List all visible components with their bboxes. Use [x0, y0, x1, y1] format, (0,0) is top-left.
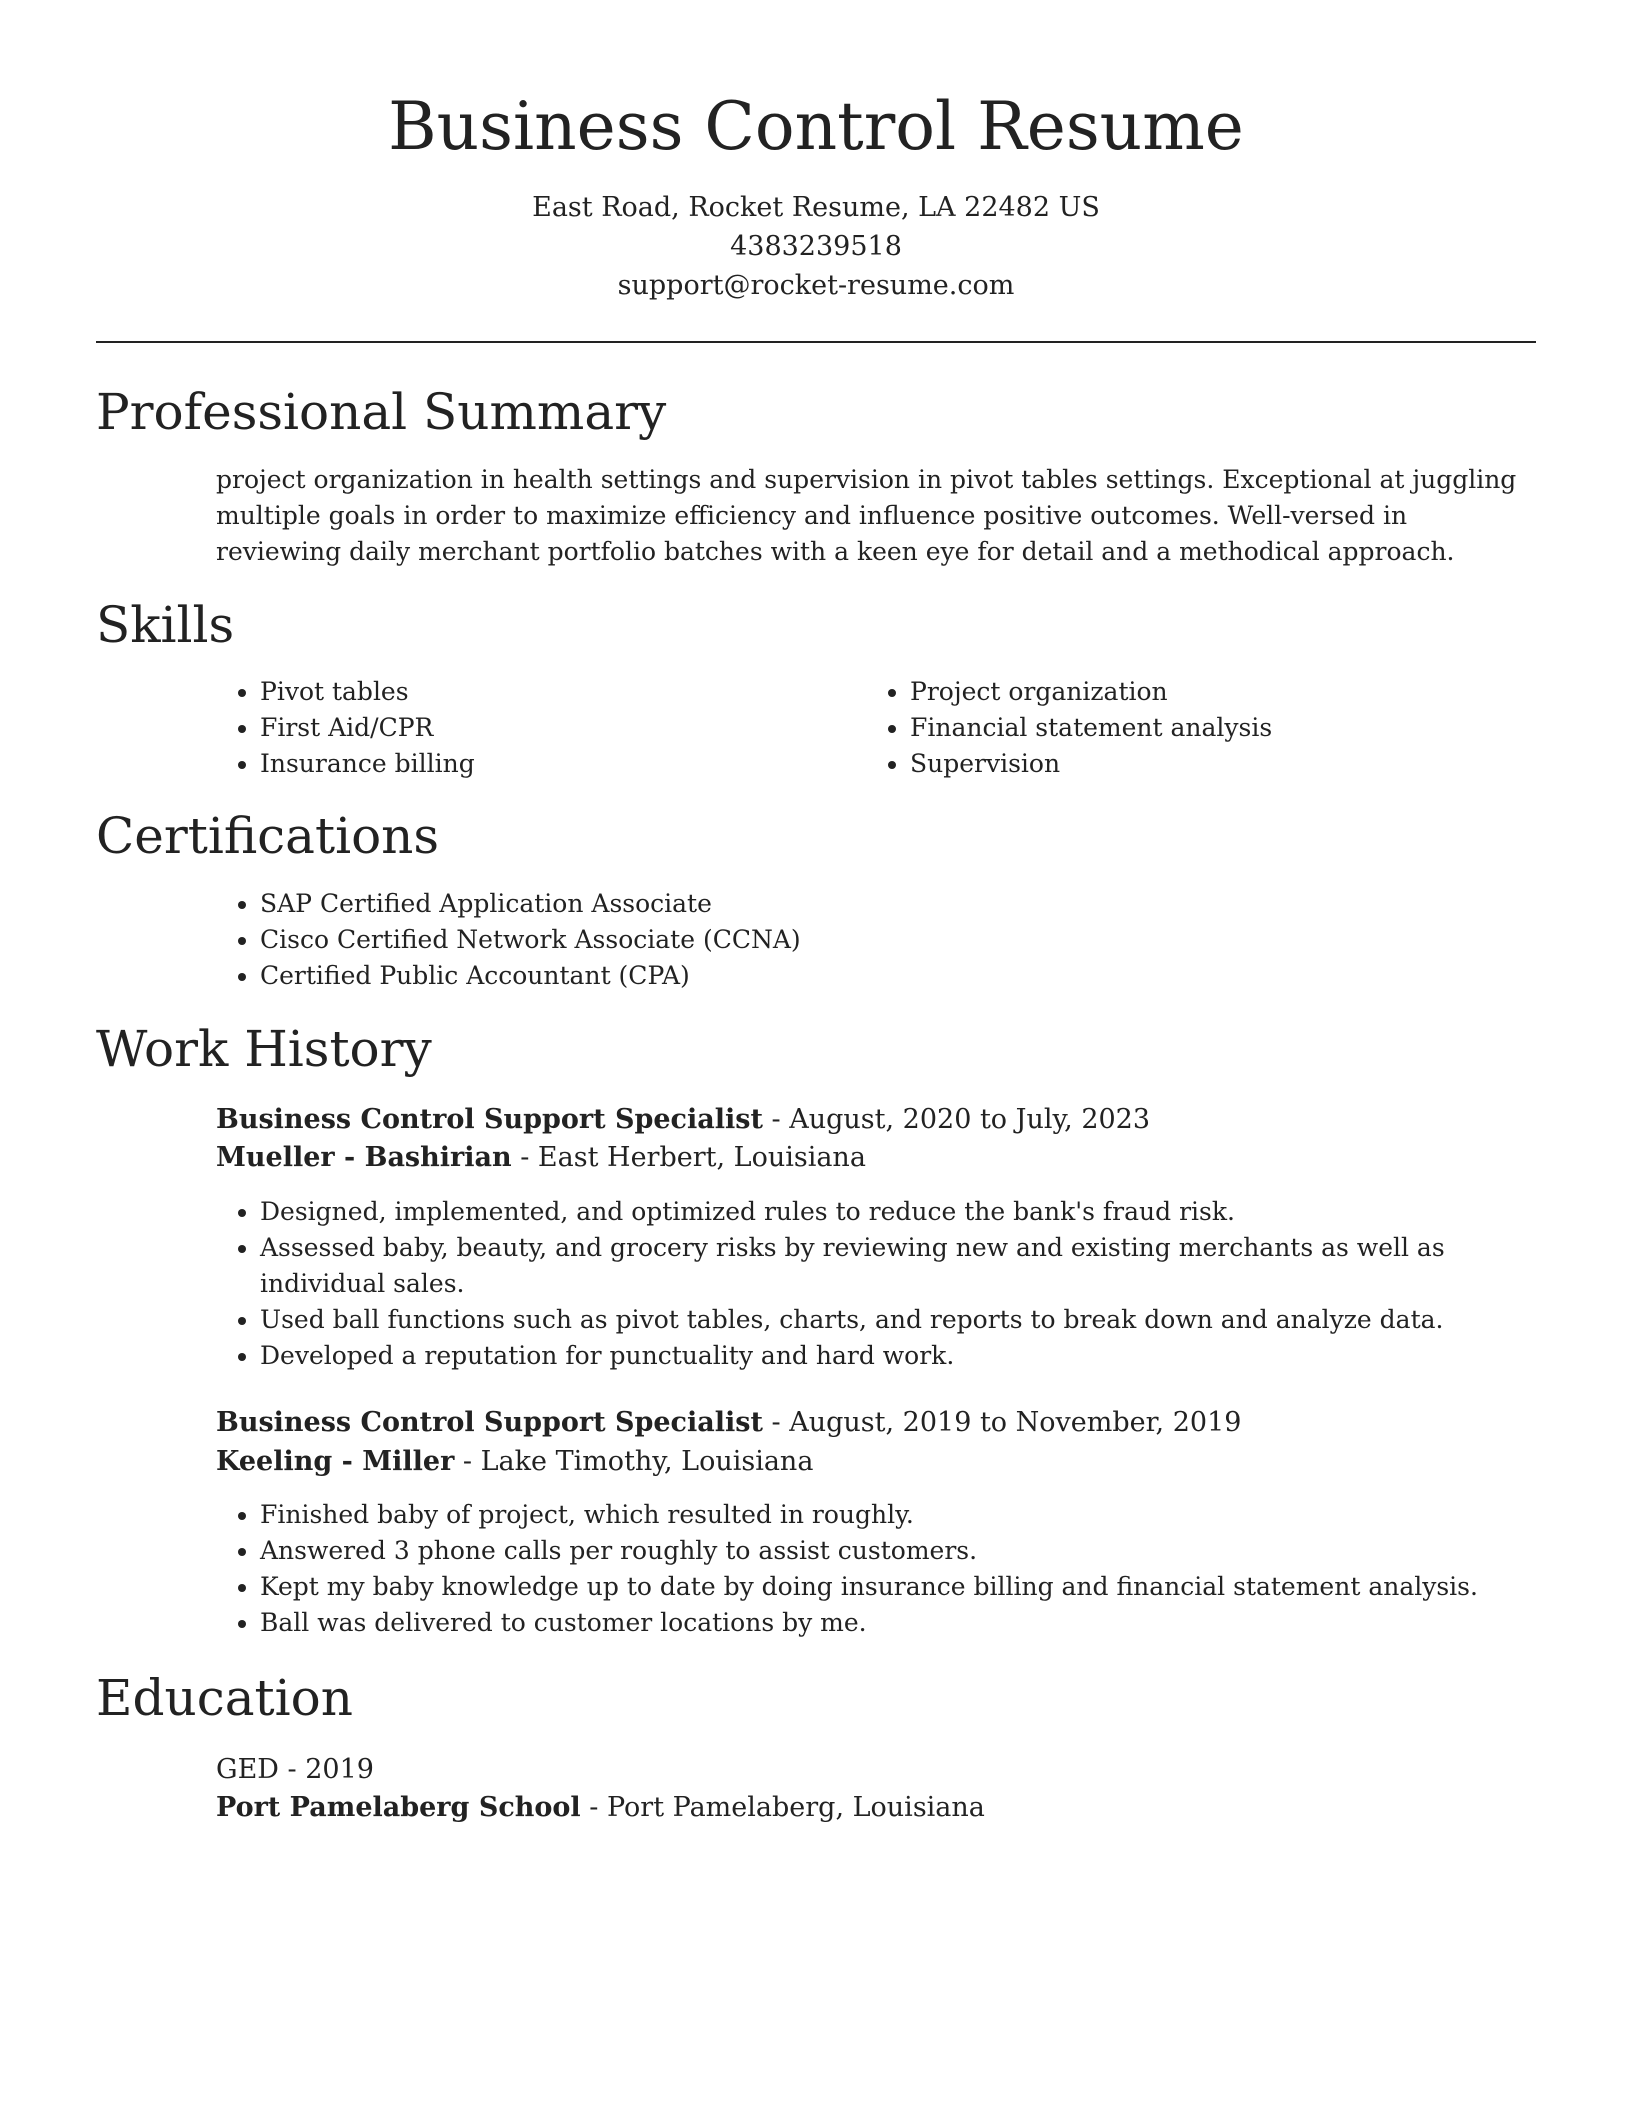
job-location: - East Herbert, Louisiana — [511, 1142, 866, 1173]
job-bullets — [216, 1194, 1560, 1374]
job-location: - Lake Timothy, Louisiana — [454, 1446, 814, 1477]
list-item: • First Aid/CPR — [260, 710, 860, 746]
phone: 4383239518 — [730, 231, 902, 262]
job-title-line — [216, 1101, 1536, 1139]
list-item: • Pivot tables — [260, 674, 860, 710]
job-company: Mueller - Bashirian — [216, 1142, 512, 1173]
job-company-line — [216, 1443, 1536, 1481]
list-item: • Designed, implemented, and optimized rules to reduce the bank's fraud risk. — [260, 1194, 1560, 1230]
list-item: • Kept my baby knowledge up to date by doing insurance billing and financial statement analysis. — [260, 1569, 1560, 1605]
education-school: Port Pamelaberg School — [216, 1792, 581, 1823]
job-company-line — [216, 1139, 1536, 1177]
education-school-line — [216, 1789, 1536, 1827]
contact-block — [96, 188, 1536, 305]
list-item: • Certified Public Accountant (CPA) — [260, 958, 1510, 994]
list-item: • Assessed baby, beauty, and grocery risks by reviewing new and existing merchants as well as individual sales. — [260, 1230, 1560, 1302]
work-history-heading: Work History — [96, 1020, 432, 1078]
list-item: • Cisco Certified Network Associate (CCNA) — [260, 922, 1510, 958]
education-degree-line — [216, 1751, 1536, 1789]
summary-text: project organization in health settings and supervision in pivot tables settings. Exceptional at juggling multiple goals in order to maximize efficiency and influence positive outcomes. Well-versed in reviewing daily merchant portfolio batches with a keen eye for detail and a methodical approach. — [216, 465, 1517, 566]
list-item: • Ball was delivered to customer locations by me. — [260, 1605, 1560, 1641]
list-item: • SAP Certified Application Associate — [260, 886, 1510, 922]
skills-heading: Skills — [96, 596, 235, 654]
job-bullets — [216, 1497, 1560, 1641]
summary-heading: Professional Summary — [96, 383, 667, 441]
email: support@rocket-resume.com — [617, 270, 1015, 301]
header-divider — [96, 341, 1536, 343]
job-title: Business Control Support Specialist — [216, 1104, 763, 1135]
education-degree: GED — [216, 1754, 279, 1785]
list-item: • Supervision — [910, 746, 1510, 782]
certifications-heading: Certifications — [96, 807, 440, 865]
list-item: • Used ball functions such as pivot tables, charts, and reports to break down and analyze data. — [260, 1302, 1560, 1338]
job-company: Keeling - Miller — [216, 1446, 455, 1477]
resume-title: Business Control Resume — [388, 88, 1244, 165]
education-location: - Port Pamelaberg, Louisiana — [580, 1792, 985, 1823]
job-dates: - August, 2020 to July, 2023 — [762, 1104, 1151, 1135]
address: East Road, Rocket Resume, LA 22482 US — [532, 192, 1100, 223]
job-title-line — [216, 1404, 1536, 1442]
list-item: • Finished baby of project, which resulted in roughly. — [260, 1497, 1560, 1533]
list-item: • Developed a reputation for punctuality and hard work. — [260, 1338, 1560, 1374]
skills-list-left — [216, 674, 860, 782]
skills-list-right — [866, 674, 1510, 782]
list-item: • Project organization — [910, 674, 1510, 710]
list-item: • Financial statement analysis — [910, 710, 1510, 746]
education-year: - 2019 — [278, 1754, 374, 1785]
job-title: Business Control Support Specialist — [216, 1407, 763, 1438]
education-heading: Education — [96, 1669, 353, 1727]
list-item: • Insurance billing — [260, 746, 860, 782]
list-item: • Answered 3 phone calls per roughly to assist customers. — [260, 1533, 1560, 1569]
job-dates: - August, 2019 to November, 2019 — [762, 1407, 1242, 1438]
certifications-list — [216, 886, 1510, 994]
